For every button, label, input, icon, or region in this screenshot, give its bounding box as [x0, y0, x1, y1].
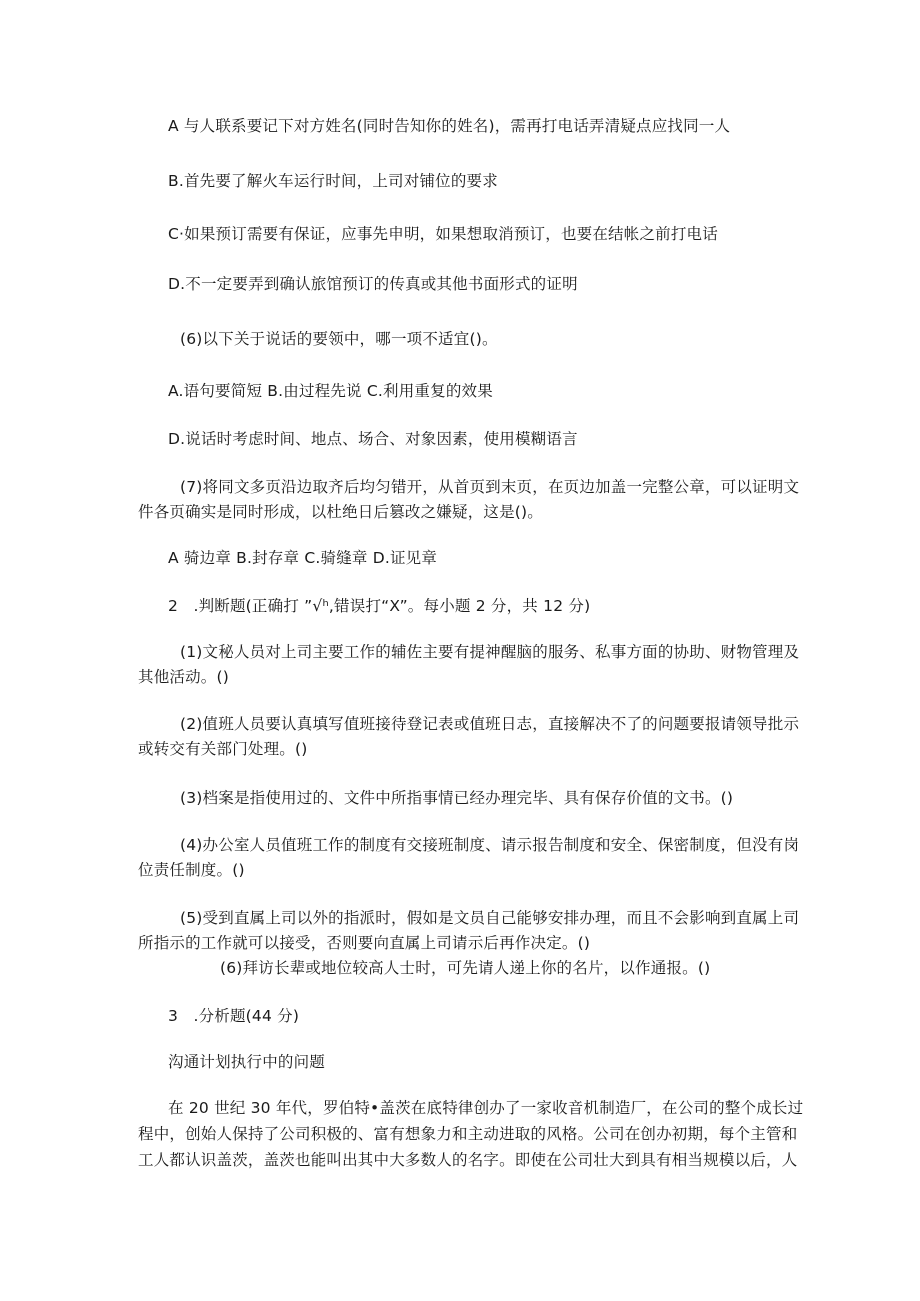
judgement-item-3-line1: (3)档案是指使用过的、文件中所指事情已经办理完毕、具有保存价值的文书。()	[180, 789, 734, 807]
judgement-item-2-line2: 或转交有关部门处理。()	[138, 740, 308, 758]
judgement-item-2-line1: (2)值班人员要认真填写值班接待登记表或值班日志，直接解决不了的问题要报请领导批示	[180, 715, 800, 733]
judgement-item-1-line2: 其他活动。()	[138, 668, 229, 686]
judgement-item-4-line1: (4)办公室人员值班工作的制度有交接班制度、请示报告制度和安全、保密制度，但没有岗	[180, 836, 800, 854]
case-paragraph-line1: 在 20 世纪 30 年代，罗伯特•盖茨在底特律创办了一家收音机制造厂，在公司的整个成长过	[168, 1099, 804, 1117]
q6-options-abc: A.语句要简短 B.由过程先说 C.利用重复的效果	[168, 382, 493, 400]
judgement-item-5-line1: (5)受到直属上司以外的指派时，假如是文员自己能够安排办理，而且不会影响到直属上司	[180, 909, 800, 927]
q6-stem: (6)以下关于说话的要领中，哪一项不适宜()。	[180, 330, 498, 348]
q6-option-d: D.说话时考虑时间、地点、场合、对象因素，使用模糊语言	[168, 430, 578, 448]
judgement-item-6-line1: (6)拜访长辈或地位较高人士时，可先请人递上你的名片，以作通报。()	[220, 959, 711, 977]
judgement-item-5-line2: 所指示的工作就可以接受，否则要向直属上司请示后再作决定。()	[138, 934, 591, 952]
case-paragraph-line2: 程中，创始人保持了公司积极的、富有想象力和主动进取的风格。公司在创办初期，每个主管和	[138, 1125, 798, 1143]
q7-options: A 骑边章 B.封存章 C.骑缝章 D.证见章	[168, 549, 438, 567]
judgement-item-1-line1: (1)文秘人员对上司主要工作的辅佐主要有提神醒脑的服务、私事方面的协助、财物管理及	[180, 643, 800, 661]
section3-heading: 3 .分析题(44 分)	[168, 1007, 300, 1025]
q7-stem-line2: 件各页确实是同时形成，以杜绝日后篡改之嫌疑，这是()。	[138, 503, 543, 521]
q5-option-a: A 与人联系要记下对方姓名(同时告知你的姓名)，需再打电话弄清疑点应找同一人	[168, 117, 731, 135]
case-paragraph-line3: 工人都认识盖茨，盖茨也能叫出其中大多数人的名字。即使在公司壮大到具有相当规模以后，人	[138, 1151, 798, 1169]
judgement-item-4-line2: 位责任制度。()	[138, 861, 245, 879]
q5-option-d: D.不一定要弄到确认旅馆预订的传真或其他书面形式的证明	[168, 275, 578, 293]
q5-option-c: C·如果预订需要有保证，应事先申明，如果想取消预订，也要在结帐之前打电话	[168, 225, 718, 243]
section2-heading: 2 .判断题(正确打 ”√ʰ,错误打“X”。每小题 2 分，共 12 分)	[168, 597, 591, 615]
case-title: 沟通计划执行中的问题	[168, 1053, 326, 1071]
q5-option-b: B.首先要了解火车运行时间，上司对铺位的要求	[168, 172, 498, 190]
q7-stem-line1: (7)将同文多页沿边取齐后均匀错开，从首页到末页，在页边加盖一完整公章，可以证明文	[180, 478, 800, 496]
